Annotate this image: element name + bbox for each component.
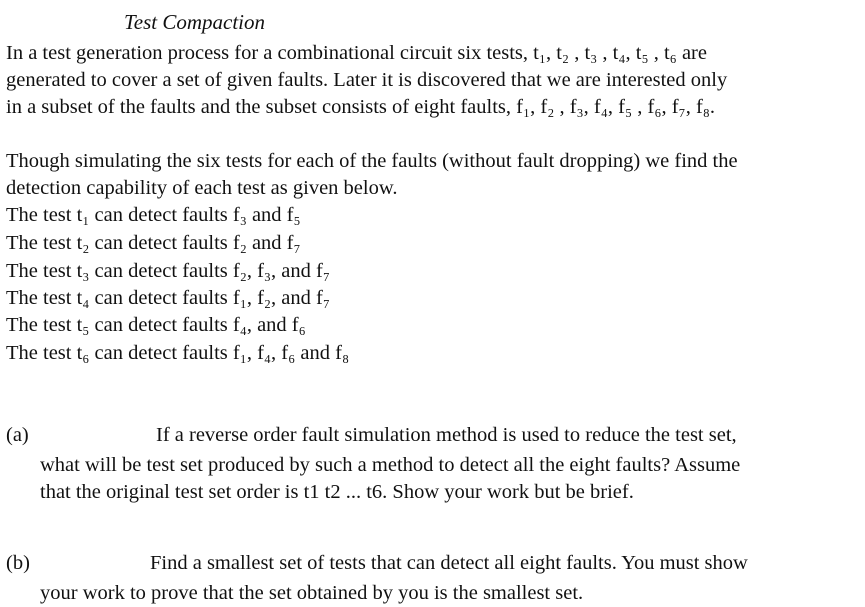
detection-line: detection capability of each test as given below. [6, 177, 398, 199]
intro-line: in a subset of the faults and the subset consists of eight faults, f₁, f₂ , f₃, f₄, f₅ , f₆, f₇, f₈. [6, 96, 716, 118]
question-b-first-line: Find a smallest set of tests that can detect all eight faults. You must show [150, 552, 748, 574]
question-b-line: your work to prove that the set obtained by you is the smallest set. [40, 582, 584, 604]
question-a-label: (a) [6, 424, 29, 446]
question-b-label: (b) [6, 552, 30, 574]
test-t5-line: The test t₅ can detect faults f₄, and f₆ [6, 314, 306, 336]
question-a-first-line: If a reverse order fault simulation method is used to reduce the test set, [156, 424, 737, 446]
test-t3-line: The test t₃ can detect faults f₂, f₃, and f₇ [6, 260, 331, 282]
intro-line: generated to cover a set of given faults. Later it is discovered that we are interested only [6, 69, 728, 91]
detection-line: Though simulating the six tests for each of the faults (without fault dropping) we find the [6, 150, 738, 172]
test-t1-line: The test t₁ can detect faults f₃ and f₅ [6, 204, 301, 226]
question-a-line: that the original test set order is t1 t2 ... t6. Show your work but be brief. [40, 481, 634, 503]
test-t4-line: The test t₄ can detect faults f₁, f₂, and f₇ [6, 287, 331, 309]
question-a-line: what will be test set produced by such a method to detect all the eight faults? Assume [40, 454, 741, 476]
test-t6-line: The test t₆ can detect faults f₁, f₄, f₆ and f₈ [6, 342, 350, 364]
document-title: Test Compaction [124, 10, 265, 34]
test-t2-line: The test t₂ can detect faults f₂ and f₇ [6, 232, 301, 254]
intro-line: In a test generation process for a combinational circuit six tests, t₁, t₂ , t₃ , t₄, t₅ , t₆ are [6, 42, 707, 64]
